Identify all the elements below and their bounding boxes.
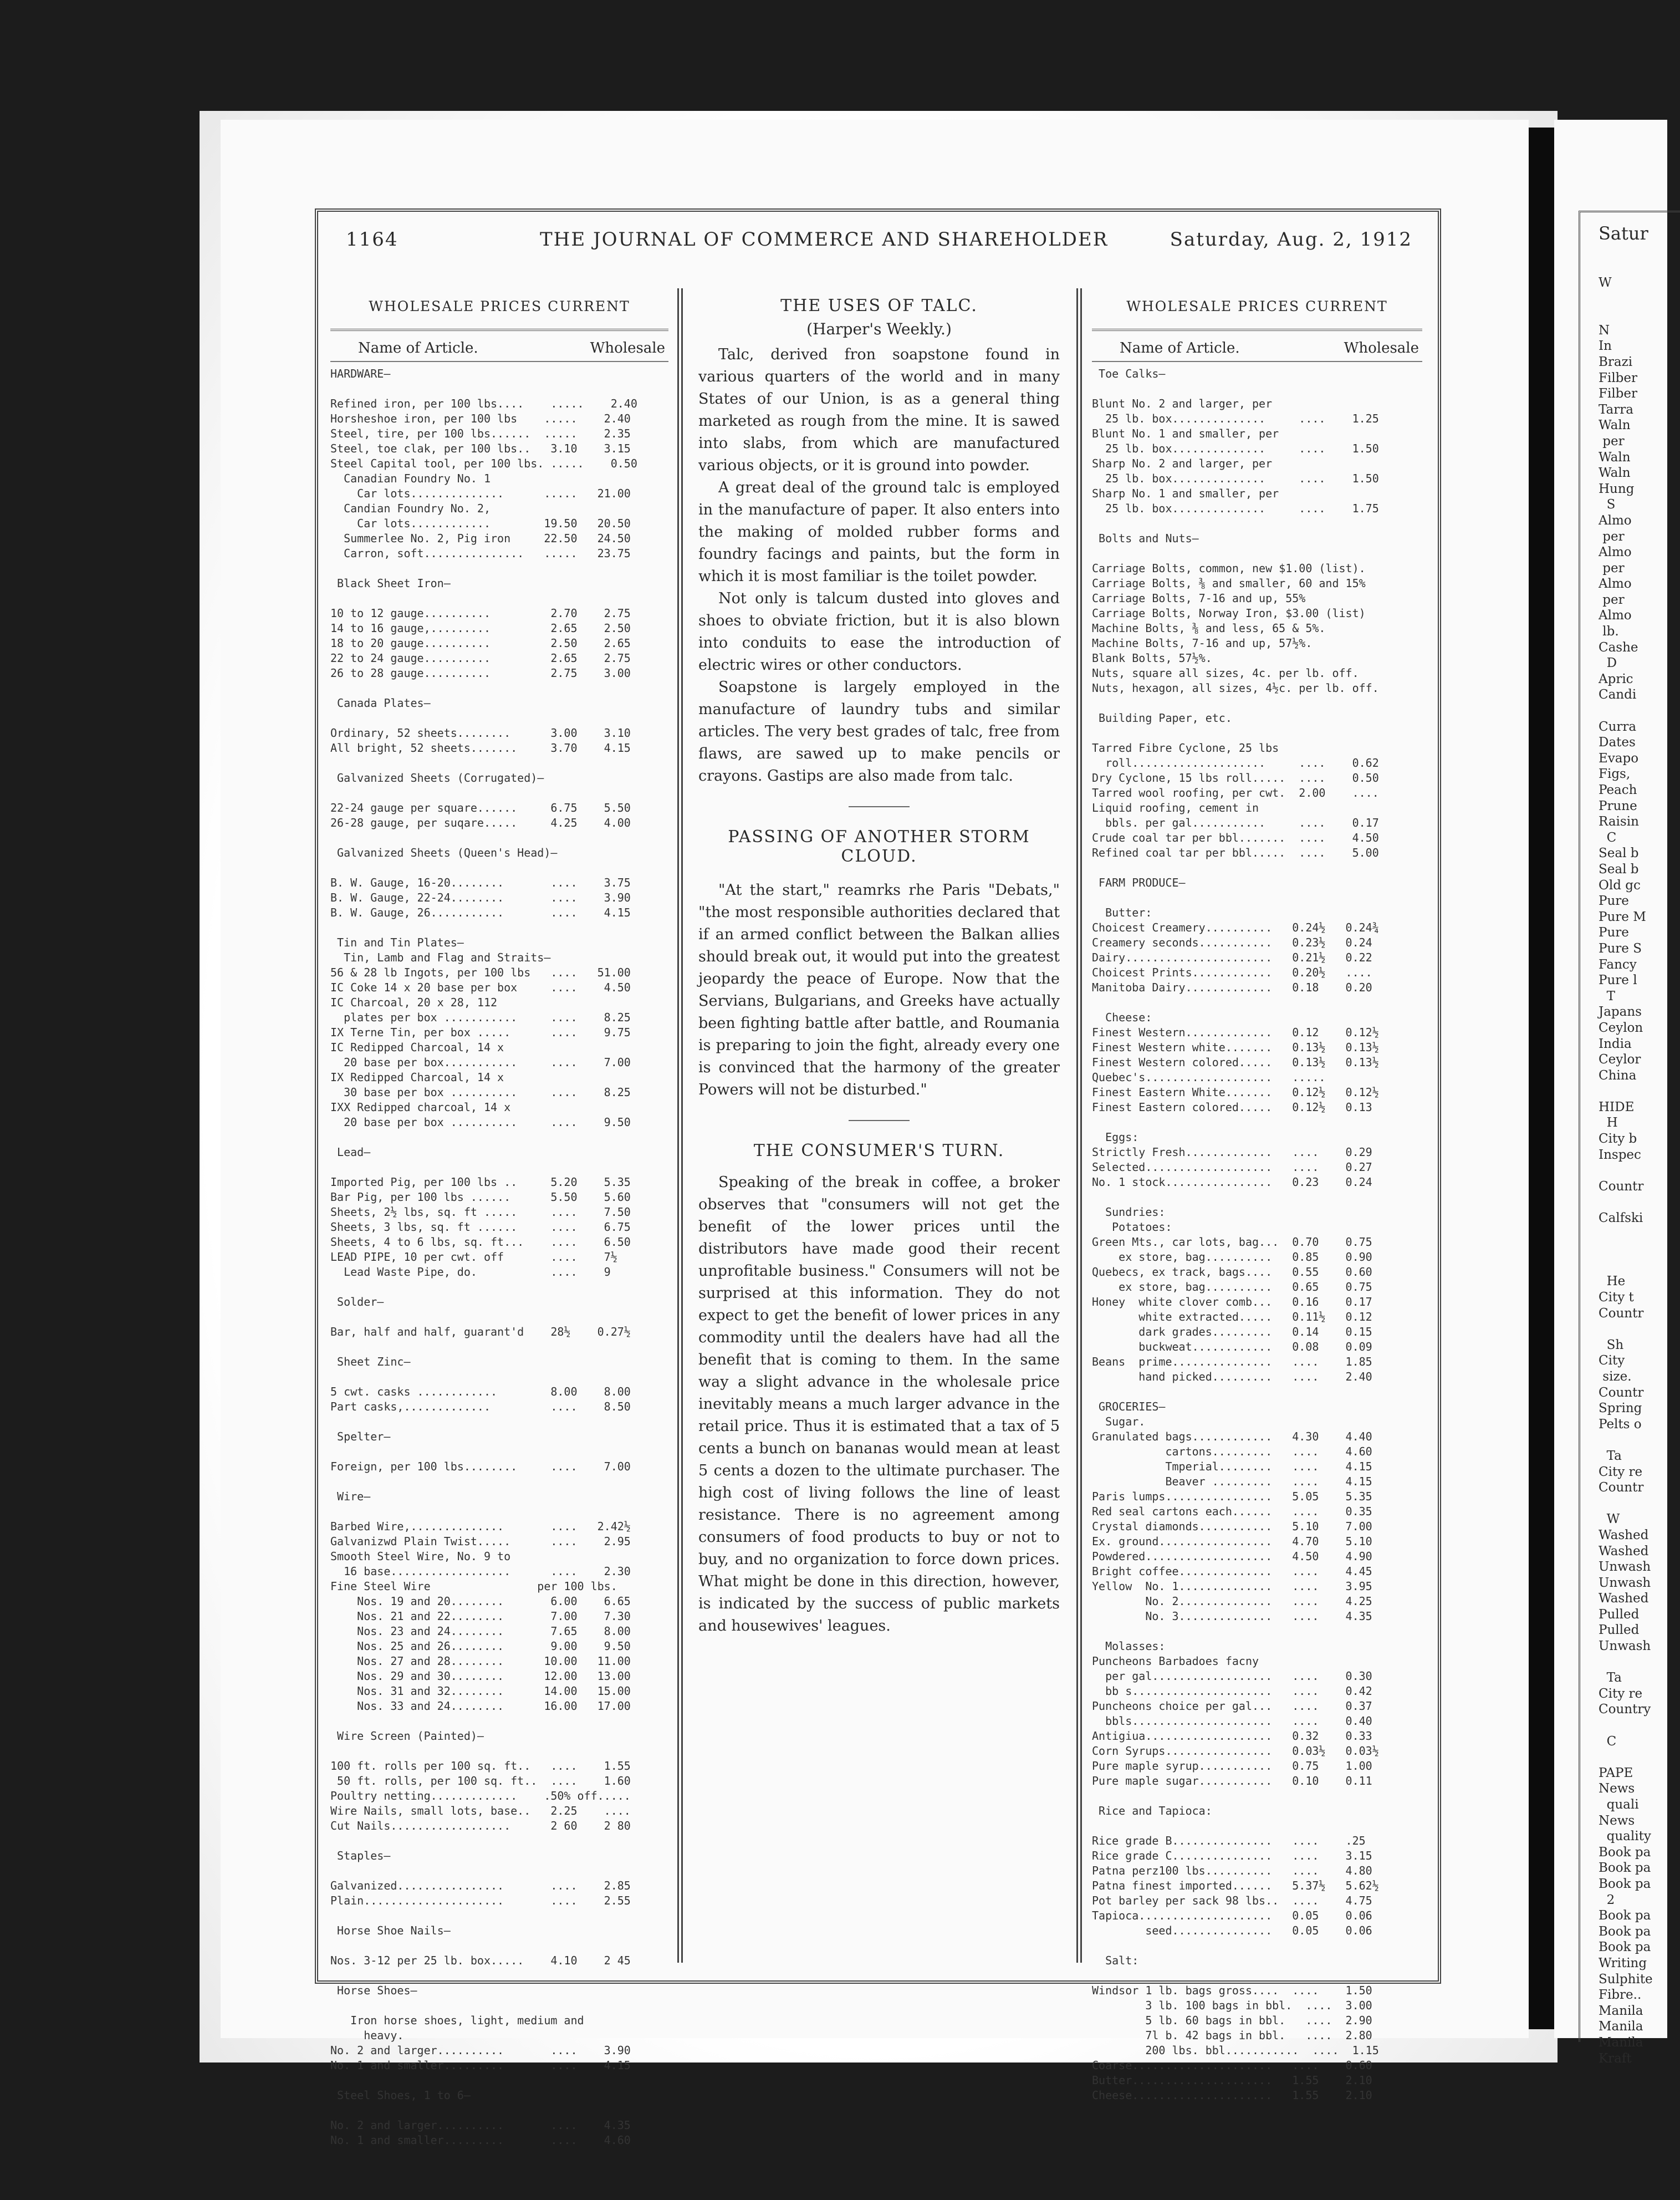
article-source-talc: (Harper's Weekly.): [806, 320, 952, 338]
left-price-table: [330, 288, 668, 2147]
article-paragraph: Speaking of the break in coffee, a broker observes that "consumers will not get the benefit of the lower prices until the distributors have made good their recent unprofitable business." Consumers will not be surprised at this information. They do not expect to get the benefit of lower prices in any commodity until the dealers have had all the benefit that is coming to them. In the same way a slight advance in the wholesale price inevitably means a much larger advance in the retail price. Thus it is estimated that a tax of 5 cents a bunch on bananas would mean at least 5 cents a dozen to the ultimate purchaser. The high cost of living follows the line of least resistance. There is no agreement among consumers of food products to buy or not to buy, and no organization to force down prices. What might be done in this direction, however, is indicated by the success of public markets and housewives' leagues.: [698, 1174, 1060, 1634]
price-listing: HARDWARE— Refined iron, per 100 lbs.... ..... 2.40 Horsheshoe iron, per 100 lbs ..... 2.40 Steel, tire, per 100 lbs...... ..... 2.35 Steel, toe clak, per 100 lbs.. 3.10 3.15 Steel Capital tool, per 100 lbs. ..... 0.50 Canadian Foundry No. 1 Car lots.............. ..... 21.00 Candian Foundry No. 2, Car lots............ 19.50 20.50 Summerlee No. 2, Pig iron 22.50 24.50 Carron, soft............... ..... 23.75 Black Sheet Iron— 10 to 12 gauge.......... 2.70 2.75 14 to 16 gauge,......... 2.65 2.50 18 to 20 gauge.......... 2.50 2.65 22 to 24 gauge.......... 2.65 2.75 26 to 28 gauge.......... 2.75 3.00 Canada Plates— Ordinary, 52 sheets........ 3.00 3.10 All bright, 52 sheets....... 3.70 4.15 Galvanized Sheets (Corrugated)— 22-24 gauge per square...... 6.75 5.50 26-28 gauge, per suqare..... 4.25 4.00 Galvanized Sheets (Queen's Head)— B. W. Gauge, 16-20........ .... 3.75 B. W. Gauge, 22-24........ .... 3.90 B. W. Gauge, 26........... .... 4.15 Tin and Tin Plates— Tin, Lamb and Flag and Straits— 56 & 28 lb Ingots, per 100 lbs .... 51.00 IC Coke 14 x 20 base per box .... 4.50 IC Charcoal, 20 x 28, 112 plates per box ........... .... 8.25 IX Terne Tin, per box ..... .... 9.75 IC Redipped Charcoal, 14 x 20 base per box........... .... 7.00 IX Redipped Charcoal, 14 x 30 base per box .......... .... 8.25 IXX Redipped charcoal, 14 x 20 base per box .......... .... 9.50 Lead— Imported Pig, per 100 lbs .. 5.20 5.35 Bar Pig, per 100 lbs ...... 5.50 5.60 Sheets, 2½ lbs, sq. ft ..... .... 7.50 Sheets, 3 lbs, sq. ft ...... .... 6.75 Sheets, 4 to 6 lbs, sq. ft... .... 6.50 LEAD PIPE, 10 per cwt. off .... 7½ Lead Waste Pipe, do. .... 9 Solder— Bar, half and half, guarant'd 28½ 0.27½ Sheet Zinc— 5 cwt. casks ............ 8.00 8.00 Part casks,............. .... 8.50 Spelter— Foreign, per 100 lbs........ .... 7.00 Wire— Barbed Wire,.............. .... 2.42½ Galvanizwd Plain Twist..... .... 2.95 Smooth Steel Wire, No. 9 to 16 base.................. .... 2.30 Fine Steel Wire per 100 lbs. Nos. 19 and 20........ 6.00 6.65 Nos. 21 and 22........ 7.00 7.30 Nos. 23 and 24........ 7.65 8.00 Nos. 25 and 26........ 9.00 9.50 Nos. 27 and 28........ 10.00 11.00 Nos. 29 and 30........ 12.00 13.00 Nos. 31 and 32........ 14.00 15.00 Nos. 33 and 24........ 16.00 17.00 Wire Screen (Painted)— 100 ft. rolls per 100 sq. ft.. .... 1.55 50 ft. rolls, per 100 sq. ft.. .... 1.60 Poultry netting............. .50% off..... Wire Nails, small lots, base.. 2.25 .... Cut Nails.................. 2 60 2 80 Staples— Galvanized................ .... 2.85 Plain..................... .... 2.55 Horse Shoe Nails— Nos. 3-12 per 25 lb. box..... 4.10 2 45 Horse Shoes— Iron horse shoes, light, medium and heavy. No. 2 and larger.......... .... 3.90 No. 1 and smaller......... .... 4.15 Steel Shoes, 1 to 6— No. 2 and larger.......... .... 4.35 No. 1 and smaller......... .... 4.60: [330, 367, 637, 2147]
column-rule-left: [677, 288, 683, 1963]
table-header-rule: [330, 361, 668, 362]
right-price-table: [1092, 288, 1422, 2102]
book-gutter: [1529, 128, 1554, 2029]
article-separator: [849, 1120, 910, 1121]
adjacent-page-header: Satur: [1599, 223, 1648, 244]
article-paragraph: Talc, derived fron soapstone found in various quarters of the world and in many States of our Union, is as a general thing marketed as rough from the mine. It is sawed into slabs, from which are manufactured various objects, or it is ground into powder.: [698, 346, 1060, 474]
article-paragraph: Soapstone is largely employed in the manufacture of laundry tubs and similar articles. The very best grades of talc, free from flaws, are sawed up to make pencils or crayons. Gastips are also made from talc.: [698, 679, 1060, 785]
article-paragraph: "At the start," reamrks rhe Paris "Debats," "the most responsible authorities declared that if an armed conflict between the Balkan allies should break out, it would put into the greatest jeopardy the peace of Europe. Now that the Servians, Bulgarians, and Greeks have actually been fighting battle after battle, and Roumania is preparing to join the fight, already every one is convinced that the harmony of the greater Powers will not be disturbed.": [698, 882, 1060, 1098]
column-header-wholesale: Wholesale: [1344, 340, 1419, 357]
page-frame: [315, 208, 1441, 2147]
article-title-consumer: THE CONSUMER'S TURN.: [753, 1141, 1005, 1160]
price-listing: Toe Calks— Blunt No. 2 and larger, per 25 lb. box.............. .... 1.25 Blunt No. 1 and smaller, per 25 lb. box.............. .... 1.50 Sharp No. 2 and larger, per 25 lb. box.............. .... 1.50 Sharp No. 1 and smaller, per 25 lb. box.............. .... 1.75 Bolts and Nuts— Carriage Bolts, common, new $1.00 (list). Carriage Bolts, ⅜ and smaller, 60 and 15% Carriage Bolts, 7-16 and up, 55% Carriage Bolts, Norway Iron, $3.00 (list) Machine Bolts, ⅜ and less, 65 & 5%. Machine Bolts, 7-16 and up, 57½%. Blank Bolts, 57½%. Nuts, square all sizes, 4c. per lb. off. Nuts, hexagon, all sizes, 4½c. per lb. off. Building Paper, etc. Tarred Fibre Cyclone, 25 lbs roll.................... .... 0.62 Dry Cyclone, 15 lbs roll..... .... 0.50 Tarred wool roofing, per cwt. 2.00 .... Liquid roofing, cement in bbls. per gal........... .... 0.17 Crude coal tar per bbl....... .... 4.50 Refined coal tar per bbl..... .... 5.00 FARM PRODUCE— Butter: Choicest Creamery.......... 0.24½ 0.24¾ Creamery seconds........... 0.23½ 0.24 Dairy...................... 0.21½ 0.22 Choicest Prints............ 0.20½ .... Manitoba Dairy............. 0.18 0.20 Cheese: Finest Western............. 0.12 0.12½ Finest Western white....... 0.13½ 0.13½ Finest Western colored..... 0.13½ 0.13½ Quebec's................... ..... Finest Eastern White....... 0.12½ 0.12½ Finest Eastern colored..... 0.12½ 0.13 Eggs: Strictly Fresh............. .... 0.29 Selected................... .... 0.27 No. 1 stock................ 0.23 0.24 Sundries: Potatoes: Green Mts., car lots, bag... 0.70 0.75 ex store, bag.......... 0.85 0.90 Quebecs, ex track, bags.... 0.55 0.60 ex store, bag.......... 0.65 0.75 Honey white clover comb... 0.16 0.17 white extracted..... 0.11½ 0.12 dark grades......... 0.14 0.15 buckweat............ 0.08 0.09 Beans prime............... .... 1.85 hand picked......... .... 2.40 GROCERIES— Sugar. Granulated bags............ 4.30 4.40 cartons......... .... 4.60 Tmperial........ .... 4.15 Beaver ......... .... 4.15 Paris lumps................ 5.05 5.35 Red seal cartons each...... .... 0.35 Crystal diamonds........... 5.10 7.00 Ex. ground................. 4.70 5.10 Powdered................... 4.50 4.90 Bright coffee.............. .... 4.45 Yellow No. 1.............. .... 3.95 No. 2.............. .... 4.25 No. 3.............. .... 4.35 Molasses: Puncheons Barbadoes facny per gal.................. .... 0.30 bb s..................... .... 0.42 Puncheons choice per gal... .... 0.37 bbls..................... .... 0.40 Antigiua................... 0.32 0.33 Corn Syrups................ 0.03½ 0.03½ Pure maple syrup........... 0.75 1.00 Pure maple sugar........... 0.10 0.11 Rice and Tapioca: Rice grade B............... .... .25 Rice grade C............... .... 3.15 Patna perz100 lbs.......... .... 4.80 Patna finest imported...... 5.37½ 5.62½ Pot barley per sack 98 lbs.. .... 4.75 Tapioca.................... 0.05 0.06 seed............... 0.05 0.06 Salt: Windsor 1 lb. bags gross.... .... 1.50 3 lb. 100 bags in bbl. .... 3.00 5 lb. 60 bags in bbl. .... 2.90 7l b. 42 bags in bbl. .... 2.80 200 lbs. bbl........... .... 1.15 Coarse..................... .... 0.60 Butter..................... 1.55 2.10 Cheese..................... 1.55 2.10: [1092, 367, 1379, 2102]
column-header-name: Name of Article.: [358, 340, 478, 357]
table-title: WHOLESALE PRICES CURRENT: [369, 298, 630, 314]
table-header: [330, 331, 668, 361]
article-title-storm: PASSING OF ANOTHER STORM CLOUD.: [728, 827, 1030, 866]
newspaper-page: [221, 120, 1529, 2147]
table-title: WHOLESALE PRICES CURRENT: [1126, 298, 1388, 314]
article-paragraph: A great deal of the ground talc is employed in the manufacture of paper. It also enters into the making of molded rubber forms and foundry facings and paints, but the form in which it is most familiar is the toilet powder.: [698, 479, 1060, 585]
issue-date: Saturday, Aug. 2, 1912: [1170, 228, 1412, 251]
article-column: [698, 288, 1060, 1952]
column-rule-right: [1076, 288, 1082, 1963]
table-header: [1092, 331, 1422, 361]
adjacent-page-fragment: [1554, 120, 1667, 2066]
column-header-wholesale: Wholesale: [590, 340, 665, 357]
journal-title: THE JOURNAL OF COMMERCE AND SHAREHOLDER: [540, 228, 1109, 251]
article-separator: [849, 806, 910, 807]
column-header-name: Name of Article.: [1120, 340, 1240, 357]
adjacent-page-listing: W N In Brazi Filber Filber Tarra Waln per Waln Waln Hung S Almo per Almo per Almo per Almo lb. Cashe D Apric Candi Curra Dates Evapo Figs, Peach Prune Raisin C Seal b Seal b Old gc Pure Pure M Pure Pure S Fancy Pure l T Japans Ceylon India Ceylor China HIDE H City b Inspec Countr Calfski He City t Countr Sh City size. Countr Spring Pelts o Ta City re Countr W Washed Washed Unwash Unwash Washed Pulled Pulled Unwash Ta City re Country C PAPE News quali News quality Book pa Book pa Book pa 2 Book pa Book pa Book pa Writing Sulphite Fibre.. Manila Manila Manila Kraft: [1599, 276, 1653, 2066]
article-title-talc: THE USES OF TALC.: [780, 296, 978, 315]
article-paragraph: Not only is talcum dusted into gloves and shoes to obviate friction, but it is also blown into conduits to ease the introduction of electric wires or other conductors.: [698, 590, 1060, 674]
page-number: 1164: [346, 228, 399, 251]
table-header-rule: [1092, 361, 1422, 362]
page-header: [318, 212, 1438, 267]
